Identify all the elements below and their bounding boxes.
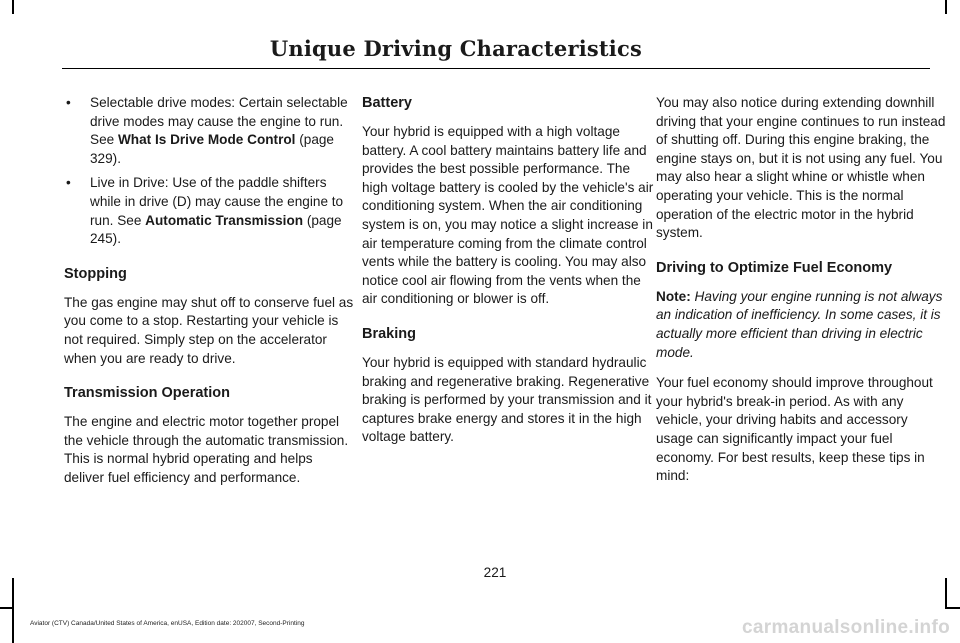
section-heading-braking: Braking — [362, 325, 416, 342]
section-heading-fuel-economy: Driving to Optimize Fuel Economy — [656, 259, 893, 276]
stopping-paragraph: The gas engine may shut off to conserve fuel as you come to a stop. Restarting your vehicle is not required. Simply step on the accelerator when you are ready to drive. — [64, 294, 354, 366]
crop-mark-bottom-right-vertical — [945, 578, 947, 608]
bullet-text: Live in Drive: Use of the paddle shifters while in drive (D) may cause the engine to run. See — [90, 175, 344, 228]
bullet-marker: • — [66, 95, 71, 110]
page-reference: (page 245). — [90, 212, 342, 247]
downhill-paragraph: You may also notice during extending downhill driving that your engine continues to run instead of shutting off. During this engine braking, the engine stays on, but it is not using any fuel. You may also hear a slight whine or whistle when operating your vehicle. This is the normal operation of the electric motor in the hybrid system. — [656, 95, 946, 241]
footer-edition-info: Aviator (CTV) Canada/United States of America, enUSA, Edition date: 202007, Second-Printing — [30, 620, 305, 627]
crop-mark-bottom-right-horizontal — [945, 607, 960, 609]
bullet-marker: • — [66, 175, 71, 191]
page-number: 221 — [483, 565, 507, 580]
note-paragraph — [656, 288, 948, 362]
crop-mark-top-right-vertical — [945, 0, 947, 14]
fuel-economy-paragraph: Your fuel economy should improve throughout your hybrid's break-in period. As with any vehicle, your driving habits and accessory usage can significantly impact your fuel economy. For best results, keep these tips in mind: — [656, 375, 933, 484]
section-heading-transmission: Transmission Operation — [64, 385, 230, 402]
cross-reference-link[interactable]: Automatic Transmission — [145, 212, 304, 228]
watermark: carmanualsonline.info — [742, 617, 950, 638]
page-title: Unique Driving Characteristics — [269, 36, 642, 61]
transmission-paragraph: The engine and electric motor together propel the vehicle through the automatic transmission. This is normal hybrid operating and helps deliver fuel efficiency and performance. — [64, 414, 349, 485]
note-text: Having your engine running is not always an indication of inefficiency. In some cases, it is actually more efficient than driving in electric mode. — [656, 288, 943, 360]
page-reference: (page 329). — [90, 132, 334, 166]
list-item — [64, 94, 356, 168]
cross-reference-link[interactable]: What Is Drive Mode Control — [117, 132, 296, 148]
section-heading-stopping: Stopping — [64, 265, 127, 282]
right-column — [656, 94, 948, 498]
bullet-list — [64, 94, 356, 249]
section-heading-battery: Battery — [362, 95, 412, 111]
braking-paragraph: Your hybrid is equipped with standard hydraulic braking and regenerative braking. Regenerative braking is performed by your transmission and it captures brake energy and stores it in the high voltage battery. — [362, 354, 652, 445]
battery-paragraph: Your hybrid is equipped with a high voltage battery. A cool battery maintains battery life and provides the best possible performance. The high voltage battery is cooled by the vehicle's air conditioning system. When the air conditioning system is on, you may notice a slight increase in air temperature coming from the climate control vents while the battery is cooling. You may also notice cool air flowing from the vents when the air conditioning or blower is off. — [362, 124, 654, 307]
note-label: Note: — [656, 288, 691, 304]
bullet-text: Selectable drive modes: Certain selectable drive modes may cause the engine to run. See — [90, 95, 348, 148]
crop-mark-bottom-left-vertical — [12, 578, 14, 643]
crop-mark-top-left-vertical — [12, 0, 14, 14]
list-item — [64, 174, 356, 248]
left-column — [64, 94, 356, 500]
crop-mark-bottom-left-horizontal — [0, 607, 14, 609]
middle-column — [362, 94, 654, 459]
title-divider — [62, 68, 930, 69]
